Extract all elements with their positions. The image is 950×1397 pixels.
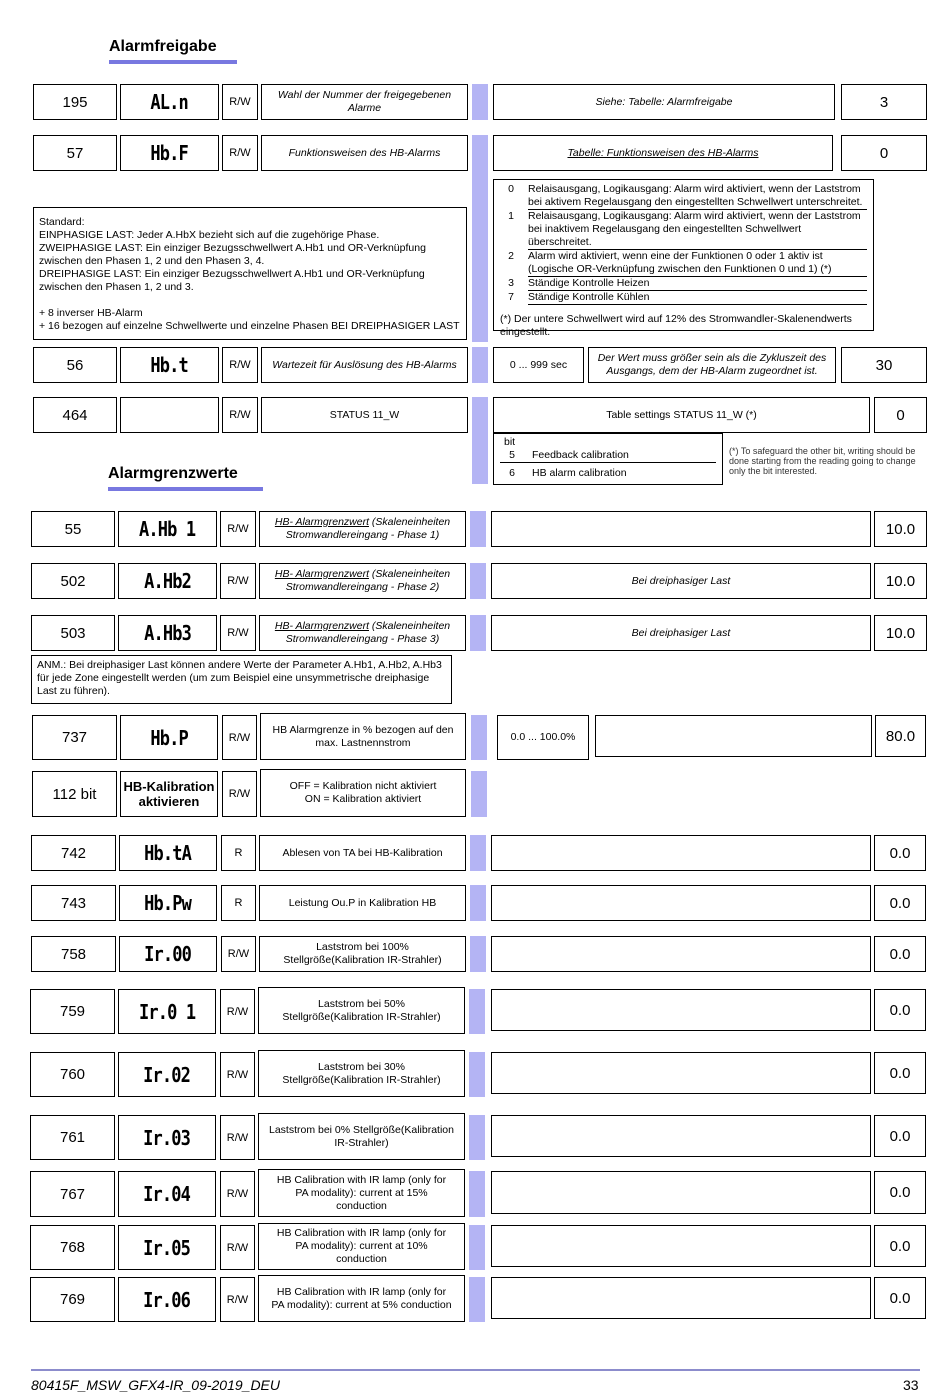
param-index: 56	[33, 347, 117, 383]
param-range-extra	[595, 715, 872, 757]
section-heading-alarmgrenzwerte: Alarmgrenzwerte	[108, 465, 238, 482]
param-display-code: Hb.tA	[119, 835, 217, 871]
anm-note: ANM.: Bei dreiphasiger Last können andere Werte der Parameter A.Hb1, A.Hb2, A.Hb3 für jede Zone eingestellt werden (um zum Beispiel eine unsymmetrische dreiphasige Last zu führen).	[31, 655, 452, 704]
param-index: 761	[30, 1115, 115, 1160]
param-access: R/W	[220, 1277, 255, 1322]
param-description: STATUS 11_W	[261, 397, 468, 433]
table-row: 3 Ständige Kontrolle Heizen	[494, 277, 873, 291]
param-range-link[interactable]: Tabelle: Funktionsweisen des HB-Alarms	[493, 135, 833, 171]
param-display-code: Hb.Pw	[119, 885, 217, 921]
param-index: 742	[31, 835, 116, 871]
param-index: 769	[30, 1277, 115, 1322]
param-index: 502	[31, 563, 115, 599]
param-access: R/W	[222, 715, 257, 760]
note-line: DREIPHASIGE LAST: Ein einziger Bezugsschwellwert A.Hb1 und OR-Verknüpfung zwischen den Phasen 1, 2 und 3.	[39, 268, 425, 293]
param-access: R/W	[222, 84, 258, 120]
param-display-code: Ir.05	[118, 1225, 216, 1270]
param-description: OFF = Kalibration nicht aktiviert ON = Kalibration aktiviert	[260, 769, 466, 817]
table-row: 5 Feedback calibration	[500, 449, 716, 463]
param-index: 759	[30, 989, 115, 1034]
param-description: Laststrom bei 0% Stellgröße(Kalibration IR-Strahler)	[258, 1113, 465, 1160]
param-display-code: A.Hb 1	[118, 511, 217, 547]
accent-bar	[469, 1225, 485, 1270]
accent-bar	[472, 135, 488, 342]
note-line: + 16 bezogen auf einzelne Schwellwerte und einzelne Phasen BEI DREIPHASIGER LAST	[39, 320, 460, 332]
param-access: R/W	[222, 347, 258, 383]
accent-bar	[469, 989, 485, 1034]
accent-bar	[472, 347, 488, 383]
param-index: 768	[30, 1225, 115, 1270]
accent-bar	[471, 715, 487, 760]
param-default: 30	[841, 347, 927, 383]
param-access: R/W	[221, 936, 256, 972]
standard-note	[33, 207, 467, 340]
status-bit-table	[493, 433, 723, 485]
param-index: 743	[31, 885, 116, 921]
param-index: 112 bit	[32, 771, 117, 817]
param-description: Laststrom bei 100% Stellgröße(Kalibration IR-Strahler)	[259, 936, 466, 972]
accent-bar	[471, 771, 487, 817]
param-display-code	[120, 397, 219, 433]
param-access: R/W	[220, 1225, 255, 1270]
param-access: R/W	[220, 563, 256, 599]
param-range: Siehe: Tabelle: Alarmfreigabe	[493, 84, 835, 120]
param-display-code: A.Hb2	[118, 563, 217, 599]
table-row: 0 Relaisausgang, Logikausgang: Alarm wird aktiviert, wenn der Laststrom	[508, 183, 861, 195]
table-footnote: (*) Der untere Schwellwert wird auf 12% des Stromwandler-Skalenendwerts eingestellt.	[500, 313, 852, 338]
accent-bar	[470, 936, 486, 972]
param-default: 10.0	[874, 511, 927, 547]
param-description: HB Calibration with IR lamp (only for PA modality): current at 15% conduction	[258, 1169, 465, 1217]
table-row: 2 Alarm wird aktiviert, wenn eine der Funktionen 0 oder 1 aktiv ist	[508, 250, 823, 262]
param-description: Funktionsweisen des HB-Alarms	[261, 135, 468, 171]
param-range: Bei dreiphasiger Last	[491, 615, 871, 651]
param-index: 464	[33, 397, 117, 433]
param-range	[491, 1052, 871, 1094]
accent-bar	[472, 397, 488, 484]
note-line: Standard:	[39, 216, 85, 228]
param-range	[491, 1115, 871, 1157]
param-default: 10.0	[874, 563, 927, 599]
param-default: 0.0	[874, 1225, 926, 1267]
param-index: 55	[31, 511, 115, 547]
param-display-code: Ir.02	[118, 1052, 216, 1097]
note-line: EINPHASIGE LAST: Jeder A.HbX bezieht sich auf die zugehörige Phase.	[39, 229, 380, 241]
param-access: R/W	[222, 135, 258, 171]
param-display-code: Hb.F	[120, 135, 219, 171]
param-index: 195	[33, 84, 117, 120]
param-default: 0	[874, 397, 927, 433]
table-header: bit	[504, 436, 516, 448]
param-range: Bei dreiphasiger Last	[491, 563, 871, 599]
param-range	[491, 835, 871, 871]
accent-bar	[469, 1277, 485, 1322]
param-description: Leistung Ou.P in Kalibration HB	[259, 885, 466, 921]
param-access: R/W	[220, 1171, 255, 1217]
accent-bar	[469, 1115, 485, 1160]
param-description: Ablesen von TA bei HB-Kalibration	[259, 835, 466, 871]
accent-bar	[469, 1052, 485, 1097]
section-heading-alarmfreigabe: Alarmfreigabe	[109, 38, 217, 55]
accent-bar	[472, 84, 488, 120]
note-line: + 8 inverser HB-Alarm	[39, 307, 143, 319]
param-description: Laststrom bei 50% Stellgröße(Kalibration IR-Strahler)	[258, 987, 465, 1034]
accent-bar	[470, 563, 486, 599]
param-default: 0	[841, 135, 927, 171]
param-range	[491, 936, 871, 972]
param-index: 760	[30, 1052, 115, 1097]
param-access: R/W	[220, 989, 255, 1034]
param-default: 0.0	[874, 1052, 926, 1094]
param-default: 0.0	[874, 1171, 926, 1214]
hb-function-table	[493, 179, 874, 338]
param-access: R/W	[220, 1052, 255, 1097]
param-range: Table settings STATUS 11_W (*)	[493, 397, 870, 433]
param-description: Wartezeit für Auslösung des HB-Alarms	[261, 347, 468, 383]
param-display-code: A.Hb3	[118, 615, 217, 651]
param-range	[491, 1277, 871, 1319]
param-default: 0.0	[874, 989, 926, 1031]
param-description: HB Calibration with IR lamp (only for PA modality): current at 10% conduction	[258, 1223, 465, 1270]
param-description: Wahl der Nummer der freigegebenen Alarme	[261, 84, 468, 120]
param-default: 0.0	[874, 885, 926, 921]
param-access: R/W	[220, 1115, 255, 1160]
param-display-code: Ir.00	[119, 936, 217, 972]
table-row: 1 Relaisausgang, Logikausgang: Alarm wird aktiviert, wenn der Laststrom	[508, 210, 861, 222]
param-display-code: Ir.04	[118, 1171, 216, 1217]
param-default: 10.0	[874, 615, 927, 651]
param-range	[491, 1171, 871, 1214]
param-index: 503	[31, 615, 115, 651]
param-display-code: Ir.0 1	[118, 989, 216, 1034]
param-display-code: AL.n	[120, 84, 219, 120]
param-default: 0.0	[874, 936, 926, 972]
table-row: 7 Ständige Kontrolle Kühlen	[494, 291, 873, 305]
accent-bar	[470, 835, 486, 871]
footer-divider	[31, 1369, 920, 1371]
heading-underline	[108, 487, 263, 491]
param-index: 758	[31, 936, 116, 972]
page-number: 33	[903, 1377, 919, 1393]
param-description: HB- Alarmgrenzwert (Skaleneinheiten Stromwandlereingang - Phase 2)	[259, 563, 466, 599]
table-row: bei aktivem Regelausgang den eingestellten Schwellwert unterschreitet.	[494, 196, 873, 210]
param-description: HB- Alarmgrenzwert (Skaleneinheiten Stromwandlereingang - Phase 1)	[259, 511, 466, 547]
param-access: R	[221, 835, 256, 871]
param-range	[491, 1225, 871, 1267]
note-line: ZWEIPHASIGE LAST: Ein einziger Bezugsschwellwert A.Hb1 und OR-Verknüpfung zwischen den Phasen 1, 2 und den Phasen 3, 4.	[39, 242, 426, 267]
param-range: 0 ... 999 sec	[493, 347, 584, 383]
param-note: Der Wert muss größer sein als die Zykluszeit des Ausgangs, dem der HB-Alarm zugeordnet ist.	[588, 347, 836, 383]
param-description: Laststrom bei 30% Stellgröße(Kalibration IR-Strahler)	[258, 1050, 465, 1097]
param-default: 0.0	[874, 1115, 926, 1157]
param-range	[491, 989, 871, 1031]
param-index: 57	[33, 135, 117, 171]
param-default: 0.0	[874, 835, 926, 871]
param-description: HB Alarmgrenze in % bezogen auf den max. Lastnennstrom	[260, 713, 466, 760]
param-access: R/W	[220, 511, 256, 547]
param-description: HB- Alarmgrenzwert (Skaleneinheiten Stromwandlereingang - Phase 3)	[259, 615, 466, 651]
status-note: (*) To safeguard the other bit, writing should be done starting from the reading going to change only the bit interested.	[729, 446, 916, 476]
param-access: R	[221, 885, 256, 921]
param-display-code: Hb.t	[120, 347, 219, 383]
table-row: (Logische OR-Verknüpfung zwischen den Funktionen 0 und 1) (*)	[494, 263, 873, 277]
param-default: 3	[841, 84, 927, 120]
param-description: HB Calibration with IR lamp (only for PA modality): current at 5% conduction	[258, 1275, 465, 1322]
param-display-code: Hb.P	[120, 715, 218, 760]
param-default: 0.0	[874, 1277, 926, 1319]
param-display-code: Ir.03	[118, 1115, 216, 1160]
heading-underline	[109, 60, 237, 64]
accent-bar	[470, 615, 486, 651]
table-row: 6 HB alarm calibration	[509, 467, 627, 479]
param-display-code: Ir.06	[118, 1277, 216, 1322]
param-display-code: HB-Kalibration aktivieren	[120, 771, 218, 817]
footer-document-id: 80415F_MSW_GFX4-IR_09-2019_DEU	[31, 1377, 281, 1393]
table-row: bei inaktivem Regelausgang den eingestellten Schwellwert überschreitet.	[494, 223, 873, 250]
accent-bar	[469, 1171, 485, 1217]
param-index: 767	[30, 1171, 115, 1217]
param-access: R/W	[220, 615, 256, 651]
param-index: 737	[32, 715, 117, 760]
param-range	[491, 885, 871, 921]
param-access: R/W	[222, 397, 258, 433]
accent-bar	[470, 511, 486, 547]
param-access: R/W	[222, 771, 257, 817]
accent-bar	[470, 885, 486, 921]
param-range: 0.0 ... 100.0%	[497, 715, 589, 760]
param-default: 80.0	[875, 715, 926, 757]
param-range	[491, 511, 871, 547]
